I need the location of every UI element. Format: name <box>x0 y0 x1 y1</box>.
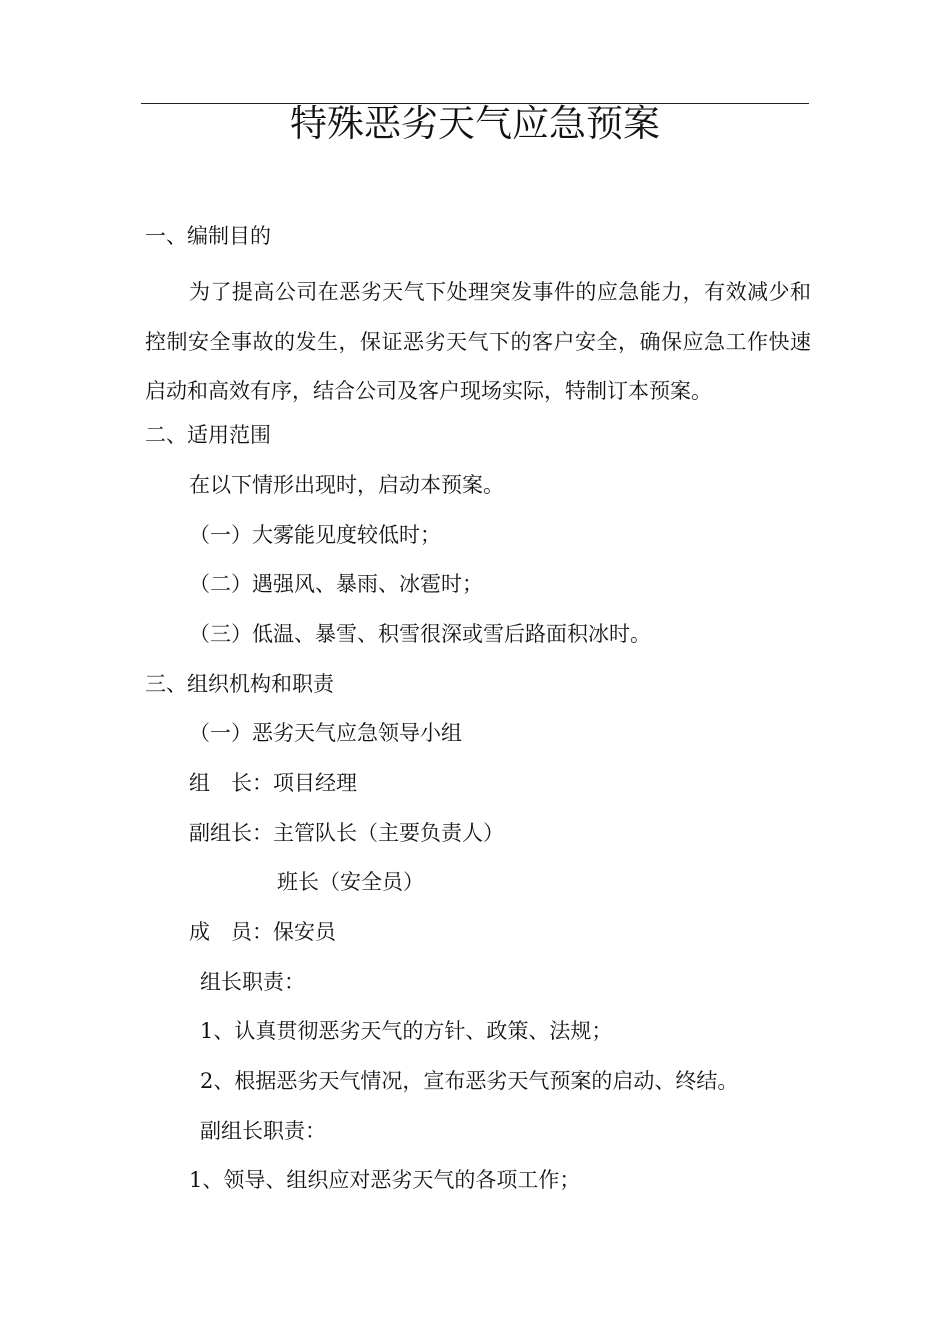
section-heading-purpose: 一、编制目的 <box>145 224 271 248</box>
section-heading-organization: 三、组织机构和职责 <box>145 672 334 696</box>
member-line: 成 员：保安员 <box>189 920 336 944</box>
scope-intro: 在以下情形出现时，启动本预案。 <box>189 473 504 497</box>
scope-item-storm: （二）遇强风、暴雨、冰雹时； <box>189 572 483 596</box>
purpose-paragraph: 为了提高公司在恶劣天气下处理突发事件的应急能力，有效减少和控制安全事故的发生，保证恶劣天气下的客户安全，确保应急工作快速启动和高效有序，结合公司及客户现场实际，特制订本预案。 <box>145 280 811 403</box>
leader-duty-item-2: 2、根据恶劣天气情况，宣布恶劣天气预案的启动、终结。 <box>200 1069 739 1093</box>
section-heading-scope: 二、适用范围 <box>145 423 271 447</box>
deputy-duty-heading: 副组长职责： <box>200 1119 326 1143</box>
deputy-line: 副组长：主管队长（主要负责人） <box>189 821 504 845</box>
document-title: 特殊恶劣天气应急预案 <box>290 102 660 145</box>
deputy-duty-item-1: 1、领导、组织应对恶劣天气的各项工作； <box>189 1168 581 1192</box>
leader-line: 组 长：项目经理 <box>189 771 357 795</box>
leader-duty-heading: 组长职责： <box>200 970 305 994</box>
scope-item-snow: （三）低温、暴雪、积雪很深或雪后路面积冰时。 <box>189 622 651 646</box>
leader-duty-item-1: 1、认真贯彻恶劣天气的方针、政策、法规； <box>200 1019 613 1043</box>
scope-item-fog: （一）大雾能见度较低时； <box>189 523 441 547</box>
group-heading: （一）恶劣天气应急领导小组 <box>189 721 462 745</box>
deputy-line-2: 班长（安全员） <box>277 870 424 894</box>
